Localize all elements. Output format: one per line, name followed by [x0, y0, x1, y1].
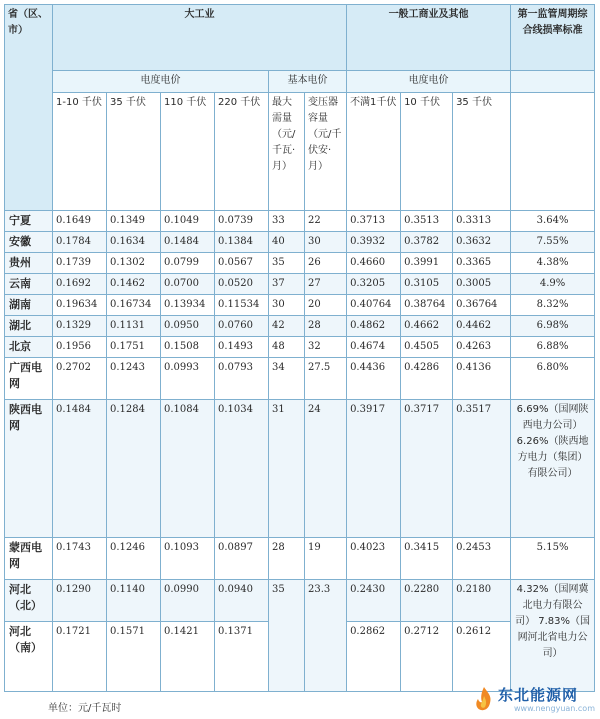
header-v2: 35 千伏 — [107, 93, 161, 211]
cell-g3: 0.4263 — [453, 337, 511, 358]
header-g1: 不满1千伏 — [347, 93, 401, 211]
cell-g3: 0.2180 — [453, 580, 511, 622]
cell-g2: 0.2280 — [401, 580, 453, 622]
cell-v1: 0.19634 — [53, 295, 107, 316]
table-row — [5, 211, 595, 232]
cell-g3: 0.36764 — [453, 295, 511, 316]
cell-demand: 42 — [269, 316, 305, 337]
cell-g3: 0.3005 — [453, 274, 511, 295]
cell-g2: 0.3991 — [401, 253, 453, 274]
cell-g2: 0.4662 — [401, 316, 453, 337]
cell-loss: 4.38% — [511, 253, 595, 274]
row-name: 云南 — [5, 274, 53, 295]
cell-v4: 0.1034 — [215, 400, 269, 538]
cell-v3: 0.0990 — [161, 580, 215, 622]
cell-g1: 0.3932 — [347, 232, 401, 253]
cell-v3: 0.1084 — [161, 400, 215, 538]
tariff-table — [4, 4, 595, 692]
row-name: 贵州 — [5, 253, 53, 274]
row-name: 蒙西电网 — [5, 538, 53, 580]
row-name: 广西电网 — [5, 358, 53, 400]
row-name: 宁夏 — [5, 211, 53, 232]
header-general-commerce: 一般工商业及其他 — [347, 5, 511, 71]
cell-g1: 0.4674 — [347, 337, 401, 358]
cell-v3: 0.1421 — [161, 622, 215, 692]
cell-v1: 0.1692 — [53, 274, 107, 295]
header-energy-price-2: 电度电价 — [347, 71, 511, 93]
table-row — [5, 358, 595, 400]
cell-v2: 0.1751 — [107, 337, 161, 358]
cell-g2: 0.3105 — [401, 274, 453, 295]
cell-v4: 0.1493 — [215, 337, 269, 358]
cell-v2: 0.1462 — [107, 274, 161, 295]
cell-v2: 0.1634 — [107, 232, 161, 253]
cell-g2: 0.38764 — [401, 295, 453, 316]
row-name: 河北（北） — [5, 580, 53, 622]
cell-loss: 5.15% — [511, 538, 595, 580]
table-row — [5, 580, 595, 622]
header-loss-standard: 第一监管周期综合线损率标准 — [511, 5, 595, 71]
loss-note-b: 6.26%（陕西地方电力（集团）有限公司） — [516, 436, 589, 479]
cell-v4: 0.1384 — [215, 232, 269, 253]
header-g2: 10 千伏 — [401, 93, 453, 211]
table-row — [5, 316, 595, 337]
cell-v1: 0.1329 — [53, 316, 107, 337]
header-energy-price: 电度电价 — [53, 71, 269, 93]
cell-v4: 0.1371 — [215, 622, 269, 692]
row-name: 河北（南） — [5, 622, 53, 692]
cell-demand: 35 — [269, 253, 305, 274]
cell-v1: 0.1784 — [53, 232, 107, 253]
cell-trans: 27 — [305, 274, 347, 295]
cell-v2: 0.16734 — [107, 295, 161, 316]
header-province: 省（区、市） — [5, 5, 53, 211]
cell-g1: 0.4023 — [347, 538, 401, 580]
cell-g1: 0.2430 — [347, 580, 401, 622]
cell-v4: 0.0567 — [215, 253, 269, 274]
cell-v3: 0.13934 — [161, 295, 215, 316]
cell-v3: 0.1484 — [161, 232, 215, 253]
cell-g2: 0.2712 — [401, 622, 453, 692]
site-logo — [470, 682, 596, 718]
cell-trans: 23.3 — [305, 580, 347, 692]
cell-g2: 0.3513 — [401, 211, 453, 232]
cell-v1: 0.1956 — [53, 337, 107, 358]
cell-trans: 19 — [305, 538, 347, 580]
cell-demand: 40 — [269, 232, 305, 253]
cell-g3: 0.3632 — [453, 232, 511, 253]
cell-v1: 0.1649 — [53, 211, 107, 232]
cell-loss: 3.64% — [511, 211, 595, 232]
cell-loss: 7.55% — [511, 232, 595, 253]
table-row — [5, 253, 595, 274]
row-name: 湖南 — [5, 295, 53, 316]
logo-text: 东北能源网 — [498, 686, 579, 704]
header-g3: 35 千伏 — [453, 93, 511, 211]
flame-icon — [472, 686, 496, 712]
cell-v2: 0.1349 — [107, 211, 161, 232]
cell-trans: 20 — [305, 295, 347, 316]
cell-trans: 22 — [305, 211, 347, 232]
cell-demand: 30 — [269, 295, 305, 316]
cell-v4: 0.0520 — [215, 274, 269, 295]
cell-v4: 0.0897 — [215, 538, 269, 580]
row-name: 北京 — [5, 337, 53, 358]
header-large-industry: 大工业 — [53, 5, 347, 71]
cell-v2: 0.1140 — [107, 580, 161, 622]
cell-v2: 0.1243 — [107, 358, 161, 400]
cell-loss: 8.32% — [511, 295, 595, 316]
header-basic-price: 基本电价 — [269, 71, 347, 93]
cell-v4: 0.0739 — [215, 211, 269, 232]
table-row — [5, 400, 595, 538]
cell-v2: 0.1302 — [107, 253, 161, 274]
cell-g1: 0.3205 — [347, 274, 401, 295]
cell-trans: 24 — [305, 400, 347, 538]
table-row — [5, 232, 595, 253]
cell-g2: 0.3415 — [401, 538, 453, 580]
cell-v3: 0.0993 — [161, 358, 215, 400]
cell-v1: 0.2702 — [53, 358, 107, 400]
cell-v2: 0.1131 — [107, 316, 161, 337]
cell-g3: 0.2453 — [453, 538, 511, 580]
cell-demand: 48 — [269, 337, 305, 358]
logo-subtext: www.nengyuan.com — [514, 704, 595, 713]
cell-g1: 0.4862 — [347, 316, 401, 337]
cell-loss: 6.80% — [511, 358, 595, 400]
loss-note-a: 6.69%（国网陕西电力公司） — [516, 404, 589, 431]
cell-v3: 0.1093 — [161, 538, 215, 580]
header-max-demand: 最大需量（元/千瓦·月） — [269, 93, 305, 211]
cell-trans: 30 — [305, 232, 347, 253]
cell-demand: 37 — [269, 274, 305, 295]
table-row — [5, 295, 595, 316]
cell-trans: 27.5 — [305, 358, 347, 400]
cell-g2: 0.3717 — [401, 400, 453, 538]
cell-g2: 0.3782 — [401, 232, 453, 253]
header-loss-empty — [511, 93, 595, 211]
table-row — [5, 274, 595, 295]
row-name: 安徽 — [5, 232, 53, 253]
cell-v1: 0.1290 — [53, 580, 107, 622]
cell-v4: 0.0940 — [215, 580, 269, 622]
cell-v1: 0.1743 — [53, 538, 107, 580]
row-name: 湖北 — [5, 316, 53, 337]
cell-g1: 0.4436 — [347, 358, 401, 400]
cell-v1: 0.1484 — [53, 400, 107, 538]
cell-g3: 0.2612 — [453, 622, 511, 692]
cell-g3: 0.3365 — [453, 253, 511, 274]
row-name: 陕西电网 — [5, 400, 53, 538]
cell-v2: 0.1571 — [107, 622, 161, 692]
table-row — [5, 337, 595, 358]
cell-g2: 0.4505 — [401, 337, 453, 358]
cell-demand: 31 — [269, 400, 305, 538]
cell-g3: 0.3517 — [453, 400, 511, 538]
cell-g3: 0.4136 — [453, 358, 511, 400]
cell-v1: 0.1721 — [53, 622, 107, 692]
cell-g1: 0.3713 — [347, 211, 401, 232]
cell-loss — [511, 400, 595, 538]
cell-g2: 0.4286 — [401, 358, 453, 400]
cell-trans: 32 — [305, 337, 347, 358]
cell-demand: 35 — [269, 580, 305, 692]
cell-v1: 0.1739 — [53, 253, 107, 274]
table-row — [5, 538, 595, 580]
header-empty — [511, 71, 595, 93]
cell-trans: 26 — [305, 253, 347, 274]
cell-g3: 0.3313 — [453, 211, 511, 232]
cell-v3: 0.0950 — [161, 316, 215, 337]
cell-loss-hebei: 4.32%（国网冀北电力有限公司） 7.83%（国网河北省电力公司） — [511, 580, 595, 692]
cell-demand: 33 — [269, 211, 305, 232]
header-v3: 110 千伏 — [161, 93, 215, 211]
cell-loss: 6.88% — [511, 337, 595, 358]
cell-g1: 0.3917 — [347, 400, 401, 538]
cell-g1: 0.40764 — [347, 295, 401, 316]
cell-v3: 0.1049 — [161, 211, 215, 232]
cell-v3: 0.0700 — [161, 274, 215, 295]
unit-footnote: 单位：元/千瓦时 — [48, 703, 122, 714]
cell-g3: 0.4462 — [453, 316, 511, 337]
cell-v3: 0.1508 — [161, 337, 215, 358]
cell-loss: 4.9% — [511, 274, 595, 295]
cell-v2: 0.1246 — [107, 538, 161, 580]
cell-v3: 0.0799 — [161, 253, 215, 274]
cell-loss: 6.98% — [511, 316, 595, 337]
cell-demand: 34 — [269, 358, 305, 400]
cell-g1: 0.2862 — [347, 622, 401, 692]
header-v4: 220 千伏 — [215, 93, 269, 211]
cell-v4: 0.11534 — [215, 295, 269, 316]
header-v1: 1-10 千伏 — [53, 93, 107, 211]
cell-trans: 28 — [305, 316, 347, 337]
cell-v4: 0.0760 — [215, 316, 269, 337]
cell-g1: 0.4660 — [347, 253, 401, 274]
cell-v4: 0.0793 — [215, 358, 269, 400]
header-transformer: 变压器容量（元/千伏安·月） — [305, 93, 347, 211]
cell-v2: 0.1284 — [107, 400, 161, 538]
cell-demand: 28 — [269, 538, 305, 580]
